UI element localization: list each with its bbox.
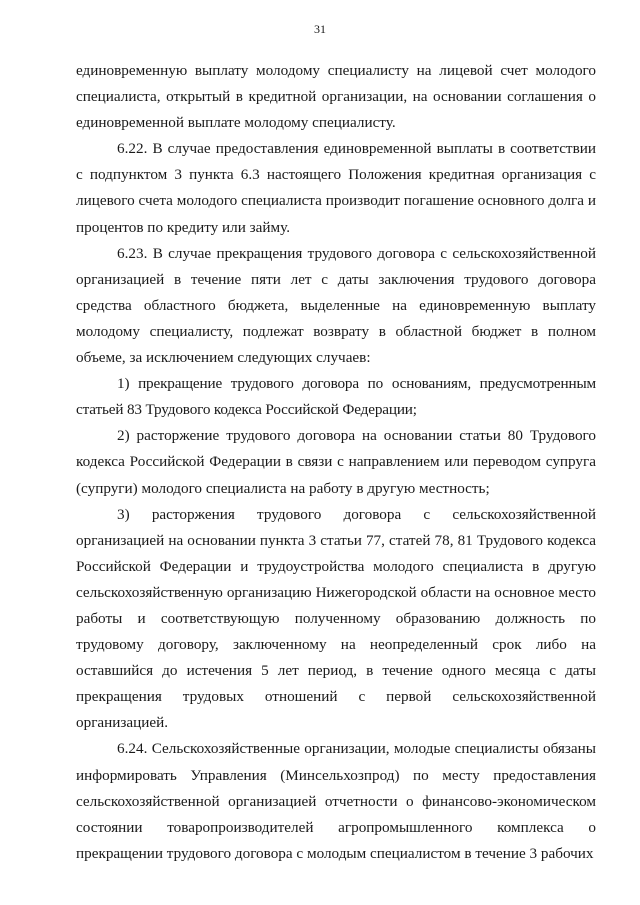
paragraph-6-23: 6.23. В случае прекращения трудового договора с сельскохозяйственной организацией в течение пяти лет с даты заключения трудового договора средства областного бюджета, выделенные на единовременную выплату молодому специалисту, подлежат возврату в областной бюджет в полном объеме, за исключением следующих случаев: — [76, 244, 596, 367]
list-item-1: 1) прекращение трудового договора по основаниям, предусмотренным статьей 83 Трудового кодекса Российской Федерации; — [76, 375, 596, 419]
paragraph-6-22: 6.22. В случае предоставления единовременной выплаты в соответствии с подпунктом 3 пункта 6.3 настоящего Положения кредитная организация с лицевого счета молодого специалиста производит погашение основного долга и процентов по кредиту или займу. — [76, 140, 596, 236]
paragraph-continuation: единовременную выплату молодому специалисту на лицевой счет молодого специалиста, открытый в кредитной организации, на основании соглашения о единовременной выплате молодому специалисту. — [76, 62, 596, 132]
list-item-3: 3) расторжения трудового договора с сельскохозяйственной организацией на основании пункта 3 статьи 77, статей 78, 81 Трудового кодекса Российской Федерации и трудоустройства молодого специалиста в другую сельскохозяйственную организацию Нижегородской области на основное место работы и соответствующую полученному образованию должность по трудовому договору, заключенному на неопределенный срок либо на оставшийся до истечения 5 лет период, в течение одного месяца с даты прекращения трудовых отношений с первой сельскохозяйственной организацией. — [76, 505, 596, 732]
paragraph-6-24: 6.24. Сельскохозяйственные организации, молодые специалисты обязаны информировать Управления (Минсельхозпрод) по месту предоставления сельскохозяйственной организацией отчетности о финансово-экономическом состоянии товаропроизводителей агропромышленного комплекса о прекращении трудового договора с молодым специалистом в течение 3 рабочих — [76, 740, 596, 862]
document-body — [76, 58, 596, 867]
list-item-2: 2) расторжение трудового договора на основании статьи 80 Трудового кодекса Российской Федерации в связи с направлением или переводом супруга (супруги) молодого специалиста на работу в другую местность; — [76, 427, 596, 497]
page-number: 31 — [314, 22, 326, 36]
